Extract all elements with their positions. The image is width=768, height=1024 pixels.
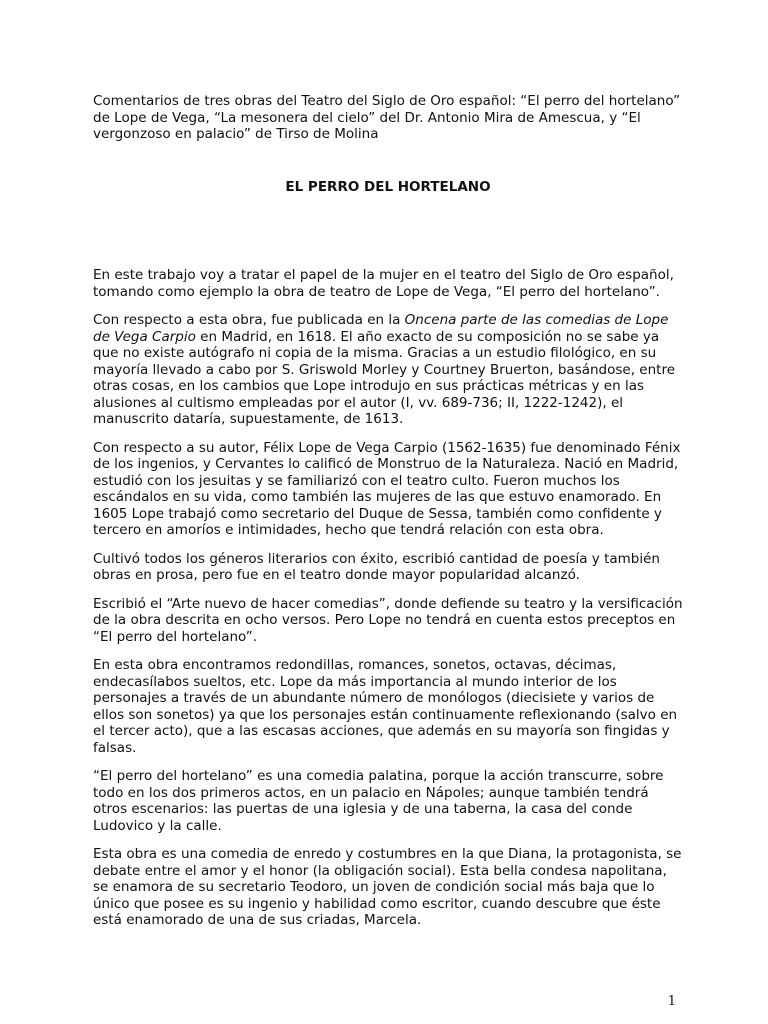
paragraph-2 [93,312,683,428]
paragraph-2-before: Con respecto a esta obra, fue publicada en la [93,312,405,328]
paragraph-4: Cultivó todos los géneros literarios con éxito, escribió cantidad de poesía y también obras en prosa, pero fue en el teatro donde mayor popularidad alcanzó. [93,550,660,583]
paragraph-8: Esta obra es una comedia de enredo y costumbres en la que Diana, la protagonista, se debate entre el amor y el honor (la obligación social). Esta bella condesa napolitana, se enamora de su secretario Teodoro, un joven de condición social más baja que lo único que posee es su ingenio y habilidad como escritor, cuando descubre que éste está enamorado de una de sus criadas, Marcela. [93,846,682,928]
paragraph-1: En este trabajo voy a tratar el papel de la mujer en el teatro del Siglo de Oro español, tomando como ejemplo la obra de teatro de Lope de Vega, “El perro del hortelano”. [93,267,674,300]
paragraph-7: “El perro del hortelano” es una comedia palatina, porque la acción transcurre, sobre todo en los dos primeros actos, en un palacio en Nápoles; aunque también tendrá otros escenarios: las puertas de una iglesia y de una taberna, la casa del conde Ludovico y la calle. [93,768,664,834]
section-title: EL PERRO DEL HORTELANO [285,178,491,195]
page-number: 1 [667,994,676,1009]
document-body [93,93,683,941]
paragraph-2-after: en Madrid, en 1618. El año exacto de su composición no se sabe ya que no existe autógrafo ni copia de la misma. Gracias a un estudio filológico, en su mayoría llevado a cabo por S. Griswold Morley y Courtney Bruerton, basándose, entre otras cosas, en los cambios que Lope introdujo en sus prácticas métricas y en las alusiones al cultismo empleadas por el autor (I, vv. 689-736; II, 1222-1242), el manuscrito dataría, supuestamente, de 1613. [93,328,676,427]
paragraph-3: Con respecto a su autor, Félix Lope de Vega Carpio (1562-1635) fue denominado Fénix de los ingenios, y Cervantes lo calificó de Monstruo de la Naturaleza. Nació en Madrid, estudió con los jesuitas y se familiarizó con el teatro culto. Fueron muchos los escándalos en su vida, como también las mujeres de las que estuvo enamorado. En 1605 Lope trabajó como secretario del Duque de Sessa, también como confidente y tercero en amoríos e intimidades, hecho que tendrá relación con esta obra. [93,439,681,538]
paragraph-6: En esta obra encontramos redondillas, romances, sonetos, octavas, décimas, endecasílabos sueltos, etc. Lope da más importancia al mundo interior de los personajes a través de un abundante número de monólogos (diecisiete y varios de ellos son sonetos) ya que los personajes están continuamente reflexionando (salvo en el tercer acto), que a las escasas acciones, que además en su mayoría son fingidas y falsas. [93,657,678,756]
book-title-italic: Oncena parte de las comedias de Lope de Vega Carpio [93,312,669,345]
document-intro: Comentarios de tres obras del Teatro del Siglo de Oro español: “El perro del hortelano” de Lope de Vega, “La mesonera del cielo” del Dr. Antonio Mira de Amescua, y “El vergonzoso en palacio” de Tirso de Molina [93,93,681,142]
paragraph-5: Escribió el “Arte nuevo de hacer comedias”, donde defiende su teatro y la versificación de la obra descrita en ocho versos. Pero Lope no tendrá en cuenta estos preceptos en “El perro del hortelano”. [93,595,683,645]
